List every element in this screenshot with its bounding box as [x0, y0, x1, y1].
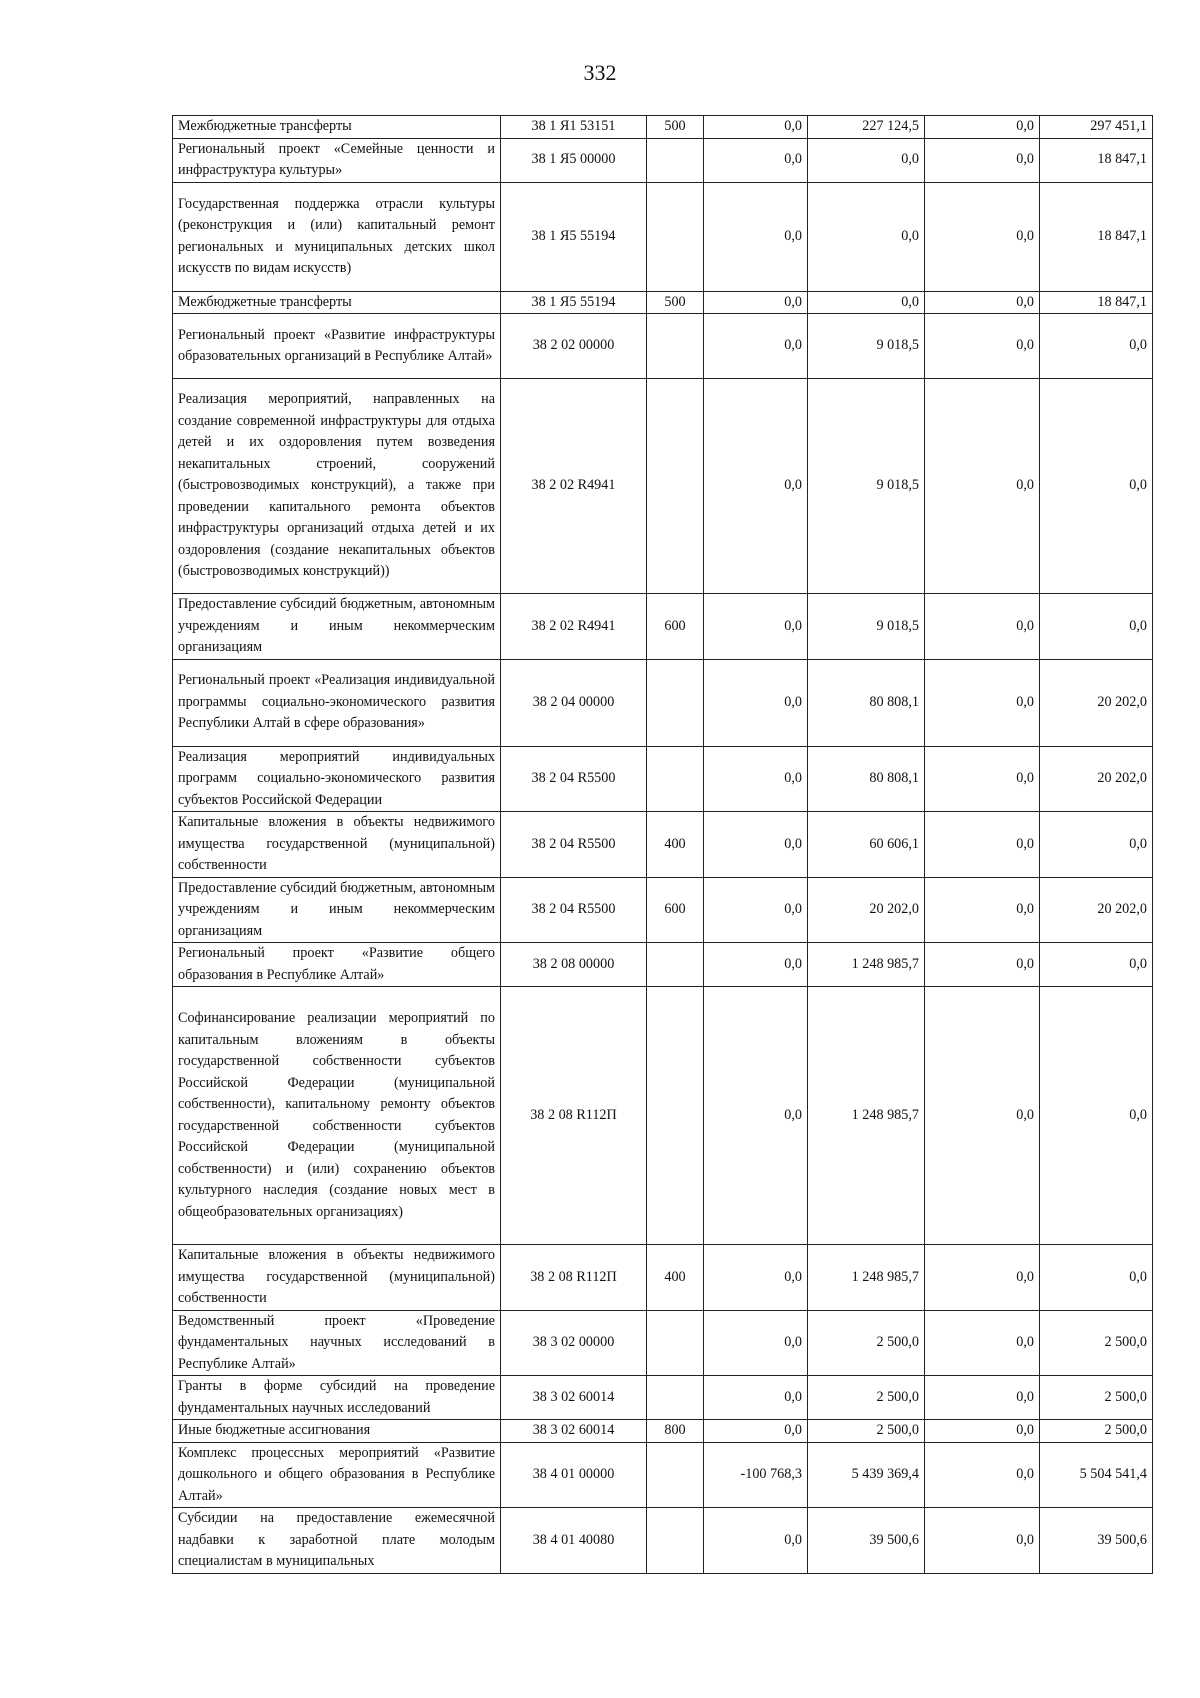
row-value-1: 0,0 [704, 1310, 808, 1376]
table-row [173, 1442, 1153, 1508]
row-value-2: 9 018,5 [808, 379, 925, 594]
row-value-1: 0,0 [704, 1245, 808, 1311]
row-value-3: 0,0 [925, 1245, 1040, 1311]
row-expense-type: 500 [647, 116, 704, 139]
row-value-4: 0,0 [1040, 1245, 1153, 1311]
row-name: Реализация мероприятий, направленных на создание современной инфраструктуры для отдыха детей и их оздоровления путем возведения некапитальных строений, сооружений (быстровозводимых конструкций), а также при проведении капитального ремонта объектов инфраструктуры организаций отдыха детей и их оздоровления (создание некапитальных объектов (быстровозводимых конструкций)) [173, 379, 501, 594]
row-name: Реализация мероприятий индивидуальных программ социально-экономического развития субъектов Российской Федерации [173, 746, 501, 812]
row-expense-type: 400 [647, 812, 704, 878]
row-value-2: 39 500,6 [808, 1508, 925, 1574]
row-name: Региональный проект «Развитие инфраструктуры образовательных организаций в Республике Алтай» [173, 314, 501, 379]
row-expense-type [647, 987, 704, 1245]
row-value-4: 39 500,6 [1040, 1508, 1153, 1574]
row-code: 38 2 02 R4941 [501, 379, 647, 594]
table-row [173, 1508, 1153, 1574]
row-expense-type [647, 1376, 704, 1420]
table-row [173, 659, 1153, 746]
row-value-4: 2 500,0 [1040, 1376, 1153, 1420]
row-value-4: 20 202,0 [1040, 746, 1153, 812]
row-value-1: 0,0 [704, 659, 808, 746]
row-value-2: 20 202,0 [808, 877, 925, 943]
row-value-3: 0,0 [925, 1310, 1040, 1376]
table-row [173, 314, 1153, 379]
row-expense-type [647, 1310, 704, 1376]
table-row [173, 116, 1153, 139]
row-value-4: 0,0 [1040, 987, 1153, 1245]
row-code: 38 1 Я5 55194 [501, 291, 647, 314]
row-value-2: 1 248 985,7 [808, 1245, 925, 1311]
row-name: Ведомственный проект «Проведение фундаментальных научных исследований в Республике Алтай» [173, 1310, 501, 1376]
row-value-1: 0,0 [704, 116, 808, 139]
row-value-1: 0,0 [704, 314, 808, 379]
table-row [173, 746, 1153, 812]
row-name: Гранты в форме субсидий на проведение фундаментальных научных исследований [173, 1376, 501, 1420]
row-expense-type [647, 379, 704, 594]
table-row [173, 987, 1153, 1245]
row-value-3: 0,0 [925, 877, 1040, 943]
row-value-4: 2 500,0 [1040, 1310, 1153, 1376]
row-value-3: 0,0 [925, 812, 1040, 878]
row-value-2: 60 606,1 [808, 812, 925, 878]
row-value-3: 0,0 [925, 987, 1040, 1245]
row-code: 38 2 04 R5500 [501, 746, 647, 812]
row-value-3: 0,0 [925, 746, 1040, 812]
row-value-3: 0,0 [925, 1376, 1040, 1420]
table-row [173, 1376, 1153, 1420]
row-expense-type: 800 [647, 1420, 704, 1443]
row-value-3: 0,0 [925, 182, 1040, 291]
row-code: 38 1 Я1 53151 [501, 116, 647, 139]
row-value-1: 0,0 [704, 182, 808, 291]
row-name: Капитальные вложения в объекты недвижимого имущества государственной (муниципальной) собственности [173, 1245, 501, 1311]
row-name: Иные бюджетные ассигнования [173, 1420, 501, 1443]
table-row [173, 1310, 1153, 1376]
row-expense-type [647, 746, 704, 812]
row-value-1: 0,0 [704, 877, 808, 943]
row-value-1: 0,0 [704, 1508, 808, 1574]
row-name: Межбюджетные трансферты [173, 116, 501, 139]
row-name: Софинансирование реализации мероприятий по капитальным вложениям в объекты государственной собственности субъектов Российской Федерации (муниципальной собственности), капитальному ремонту объектов государственной собственности субъектов Российской Федерации (муниципальной собственности) и (или) сохранению объектов культурного наследия (создание новых мест в общеобразовательных организациях) [173, 987, 501, 1245]
row-name: Комплекс процессных мероприятий «Развитие дошкольного и общего образования в Республике Алтай» [173, 1442, 501, 1508]
row-code: 38 2 02 R4941 [501, 594, 647, 660]
row-expense-type [647, 1442, 704, 1508]
row-value-4: 20 202,0 [1040, 877, 1153, 943]
row-expense-type [647, 138, 704, 182]
row-expense-type: 400 [647, 1245, 704, 1311]
row-code: 38 2 08 00000 [501, 943, 647, 987]
row-code: 38 2 04 R5500 [501, 877, 647, 943]
row-code: 38 3 02 00000 [501, 1310, 647, 1376]
row-value-1: 0,0 [704, 746, 808, 812]
row-value-4: 2 500,0 [1040, 1420, 1153, 1443]
row-code: 38 3 02 60014 [501, 1376, 647, 1420]
row-value-4: 20 202,0 [1040, 659, 1153, 746]
table-row [173, 943, 1153, 987]
row-value-1: 0,0 [704, 379, 808, 594]
row-value-3: 0,0 [925, 1442, 1040, 1508]
row-value-4: 0,0 [1040, 812, 1153, 878]
row-code: 38 2 08 R112П [501, 1245, 647, 1311]
row-value-4: 297 451,1 [1040, 116, 1153, 139]
row-expense-type [647, 314, 704, 379]
row-code: 38 2 04 00000 [501, 659, 647, 746]
row-value-2: 0,0 [808, 138, 925, 182]
row-value-2: 227 124,5 [808, 116, 925, 139]
row-name: Региональный проект «Развитие общего образования в Республике Алтай» [173, 943, 501, 987]
row-code: 38 4 01 40080 [501, 1508, 647, 1574]
table-row [173, 1245, 1153, 1311]
row-value-1: 0,0 [704, 943, 808, 987]
row-expense-type [647, 182, 704, 291]
row-value-4: 18 847,1 [1040, 291, 1153, 314]
row-expense-type [647, 943, 704, 987]
table-row [173, 594, 1153, 660]
row-code: 38 4 01 00000 [501, 1442, 647, 1508]
row-code: 38 1 Я5 55194 [501, 182, 647, 291]
row-value-1: 0,0 [704, 291, 808, 314]
row-value-2: 2 500,0 [808, 1310, 925, 1376]
row-expense-type [647, 1508, 704, 1574]
row-value-2: 0,0 [808, 291, 925, 314]
table-row [173, 1420, 1153, 1443]
row-value-4: 18 847,1 [1040, 182, 1153, 291]
row-value-3: 0,0 [925, 116, 1040, 139]
table-row [173, 138, 1153, 182]
row-value-3: 0,0 [925, 1420, 1040, 1443]
row-expense-type [647, 659, 704, 746]
row-code: 38 1 Я5 00000 [501, 138, 647, 182]
row-name: Предоставление субсидий бюджетным, автономным учреждениям и иным некоммерческим организациям [173, 594, 501, 660]
row-name: Региональный проект «Реализация индивидуальной программы социально-экономического развития Республики Алтай в сфере образования» [173, 659, 501, 746]
row-value-1: 0,0 [704, 987, 808, 1245]
row-value-2: 80 808,1 [808, 746, 925, 812]
row-value-2: 80 808,1 [808, 659, 925, 746]
row-code: 38 3 02 60014 [501, 1420, 647, 1443]
row-value-4: 0,0 [1040, 943, 1153, 987]
row-value-4: 5 504 541,4 [1040, 1442, 1153, 1508]
table-row [173, 182, 1153, 291]
row-expense-type: 600 [647, 594, 704, 660]
row-value-2: 5 439 369,4 [808, 1442, 925, 1508]
row-name: Государственная поддержка отрасли культуры (реконструкция и (или) капитальный ремонт региональных и муниципальных детских школ искусств по видам искусств) [173, 182, 501, 291]
row-value-3: 0,0 [925, 659, 1040, 746]
row-value-2: 1 248 985,7 [808, 943, 925, 987]
row-name: Субсидии на предоставление ежемесячной надбавки к заработной плате молодым специалистам в муниципальных [173, 1508, 501, 1574]
row-value-3: 0,0 [925, 594, 1040, 660]
row-value-2: 1 248 985,7 [808, 987, 925, 1245]
row-value-4: 18 847,1 [1040, 138, 1153, 182]
row-name: Капитальные вложения в объекты недвижимого имущества государственной (муниципальной) собственности [173, 812, 501, 878]
row-value-2: 2 500,0 [808, 1420, 925, 1443]
row-expense-type: 600 [647, 877, 704, 943]
row-value-4: 0,0 [1040, 314, 1153, 379]
row-value-4: 0,0 [1040, 594, 1153, 660]
row-name: Региональный проект «Семейные ценности и инфраструктура культуры» [173, 138, 501, 182]
row-name: Предоставление субсидий бюджетным, автономным учреждениям и иным некоммерческим организациям [173, 877, 501, 943]
row-value-3: 0,0 [925, 1508, 1040, 1574]
table-row [173, 291, 1153, 314]
row-value-3: 0,0 [925, 943, 1040, 987]
row-value-3: 0,0 [925, 314, 1040, 379]
row-value-1: 0,0 [704, 1420, 808, 1443]
row-value-2: 0,0 [808, 182, 925, 291]
row-value-1: 0,0 [704, 138, 808, 182]
row-code: 38 2 02 00000 [501, 314, 647, 379]
page-number: 332 [583, 60, 617, 85]
table-row [173, 379, 1153, 594]
row-value-1: 0,0 [704, 1376, 808, 1420]
row-value-2: 9 018,5 [808, 594, 925, 660]
table-row [173, 877, 1153, 943]
row-value-3: 0,0 [925, 291, 1040, 314]
row-value-1: -100 768,3 [704, 1442, 808, 1508]
row-value-3: 0,0 [925, 379, 1040, 594]
row-code: 38 2 04 R5500 [501, 812, 647, 878]
table-row [173, 812, 1153, 878]
row-value-2: 2 500,0 [808, 1376, 925, 1420]
row-name: Межбюджетные трансферты [173, 291, 501, 314]
row-value-2: 9 018,5 [808, 314, 925, 379]
row-value-3: 0,0 [925, 138, 1040, 182]
row-value-1: 0,0 [704, 594, 808, 660]
row-value-4: 0,0 [1040, 379, 1153, 594]
row-code: 38 2 08 R112П [501, 987, 647, 1245]
row-value-1: 0,0 [704, 812, 808, 878]
row-expense-type: 500 [647, 291, 704, 314]
budget-table [172, 115, 1153, 1574]
